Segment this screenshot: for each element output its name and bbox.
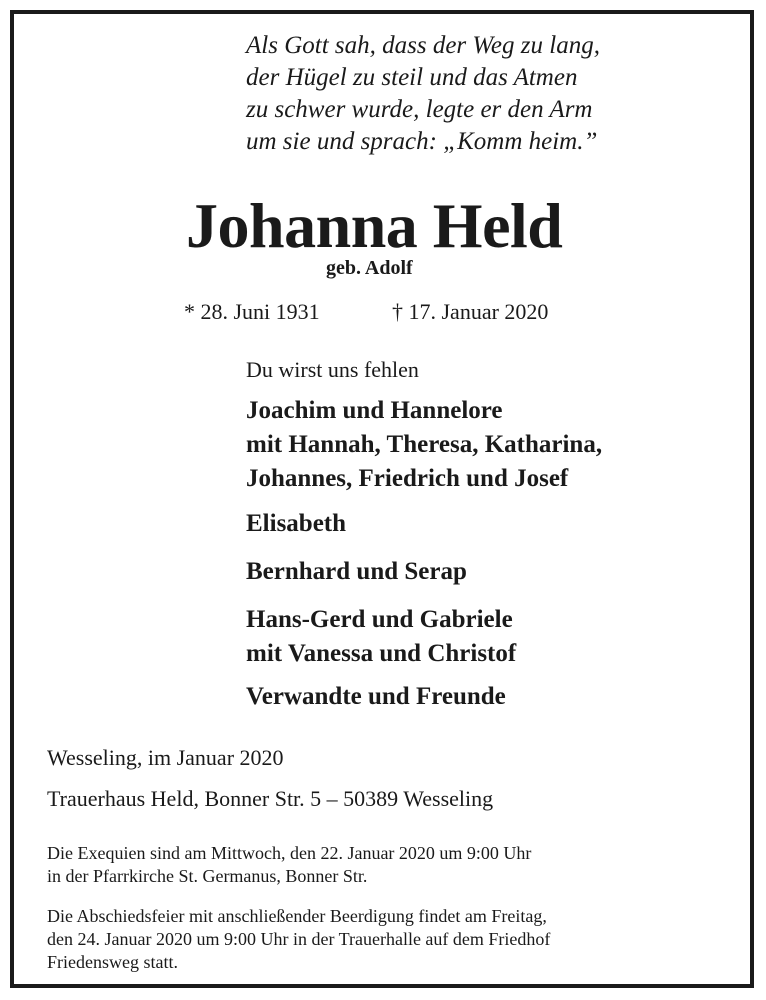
notice-line: den 24. Januar 2020 um 9:00 Uhr in der Trauerhalle auf dem Friedhof — [47, 929, 551, 949]
mourner-line: mit Vanessa und Christof — [246, 640, 517, 667]
mourner-line: Hans-Gerd und Gabriele — [246, 606, 513, 633]
mourner-group-2: Elisabeth — [246, 510, 347, 537]
exequien-notice — [47, 842, 531, 888]
poem-line: der Hügel zu steil und das Atmen — [246, 64, 578, 91]
notice-line: Die Exequien sind am Mittwoch, den 22. Januar 2020 um 9:00 Uhr — [47, 843, 532, 863]
birth-date: * 28. Juni 1931 — [184, 299, 320, 324]
mourner-line: mit Hannah, Theresa, Katharina, — [246, 431, 603, 458]
mourner-group-5: Verwandte und Freunde — [246, 683, 506, 710]
house-address: Trauerhaus Held, Bonner Str. 5 – 50389 Wesseling — [47, 786, 494, 811]
poem-line: Als Gott sah, dass der Weg zu lang, — [246, 32, 600, 59]
death-date: † 17. Januar 2020 — [392, 299, 549, 324]
notice-line: Friedensweg statt. — [47, 952, 178, 972]
maiden-name: geb. Adolf — [326, 257, 413, 279]
mourner-group-1 — [246, 394, 602, 496]
poem-line: zu schwer wurde, legte er den Arm — [246, 96, 593, 123]
notice-line: in der Pfarrkirche St. Germanus, Bonner Str. — [47, 866, 368, 886]
notice-line: Die Abschiedsfeier mit anschließender Beerdigung findet am Freitag, — [47, 906, 547, 926]
poem — [246, 30, 600, 158]
mourner-group-4 — [246, 603, 516, 671]
mourner-line: Johannes, Friedrich und Josef — [246, 465, 569, 492]
poem-line: um sie und sprach: „Komm heim.” — [246, 128, 598, 155]
mourner-line: Joachim und Hannelore — [246, 397, 503, 424]
mourner-group-3: Bernhard und Serap — [246, 558, 467, 585]
farewell-notice — [47, 905, 550, 974]
deceased-name: Johanna Held — [186, 190, 563, 261]
place-date: Wesseling, im Januar 2020 — [47, 745, 284, 770]
mourners-intro: Du wirst uns fehlen — [246, 357, 419, 382]
